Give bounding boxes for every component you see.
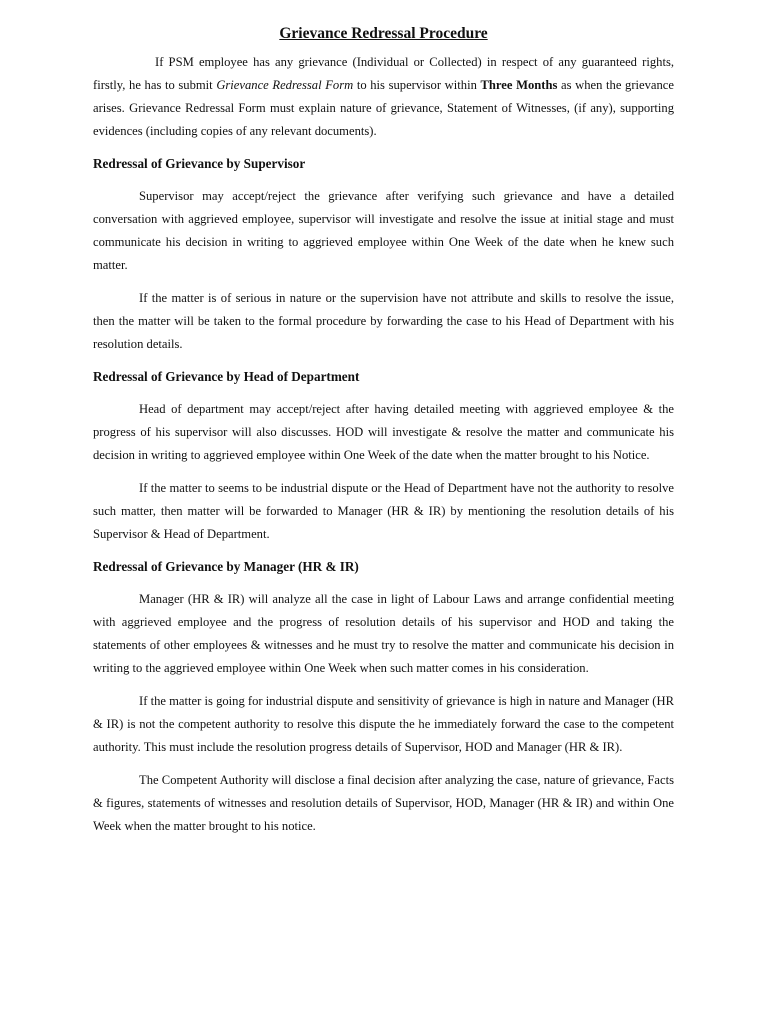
intro-text-1: If PSM employee has any grievance (Individual or Collected) in respect of any guaranteed rights, firstly, he has to submit <box>93 55 674 92</box>
document-title: Grievance Redressal Procedure <box>279 25 488 42</box>
section-paragraph: Supervisor may accept/reject the grievance after verifying such grievance and have a detailed conversation with aggrieved employee, supervisor will investigate and resolve the issue at initial stage and must communicate his decision in writing to aggrieved employee within One Week of the date when he knew such matter. <box>93 189 674 272</box>
intro-paragraph <box>93 51 674 143</box>
section-heading-hod: Redressal of Grievance by Head of Department <box>93 369 360 384</box>
section-paragraph: If the matter to seems to be industrial dispute or the Head of Department have not the authority to resolve such matter, then matter will be forwarded to Manager (HR & IR) by mentioning the resolution details of his Supervisor & Head of Department. <box>93 481 674 541</box>
section-paragraph: If the matter is going for industrial dispute and sensitivity of grievance is high in nature and Manager (HR & IR) is not the competent authority to resolve this dispute the he immediately forward the case to the competent authority. This must include the resolution progress details of Supervisor, HOD and Manager (HR & IR). <box>93 694 674 754</box>
section-paragraph: If the matter is of serious in nature or the supervision have not attribute and skills to resolve the issue, then the matter will be taken to the formal procedure by forwarding the case to his Head of Department with his resolution details. <box>93 291 674 351</box>
intro-text-2: to his supervisor within <box>353 78 481 92</box>
section-heading-supervisor: Redressal of Grievance by Supervisor <box>93 156 306 171</box>
section-paragraph: Manager (HR & IR) will analyze all the case in light of Labour Laws and arrange confidential meeting with aggrieved employee and the progress of resolution details of his supervisor and HOD and taking the statements of other employees & witnesses and he must try to resolve the matter and communicate his decision in writing to the aggrieved employee within One Week when such matter comes in his consideration. <box>93 592 674 675</box>
intro-text-3: as when the grievance arises. Grievance Redressal Form must explain nature of grievance, Statement of Witnesses, (if any), supporting evidences (including copies of any relevant documents). <box>93 78 674 138</box>
section-paragraph: The Competent Authority will disclose a final decision after analyzing the case, nature of grievance, Facts & figures, statements of witnesses and resolution details of Supervisor, HOD, Manager (HR & IR) and within One Week when the matter brought to his notice. <box>93 773 674 833</box>
section-heading-manager: Redressal of Grievance by Manager (HR & IR) <box>93 559 359 574</box>
document-page <box>93 24 674 848</box>
form-name: Grievance Redressal Form <box>216 78 354 92</box>
section-paragraph: Head of department may accept/reject after having detailed meeting with aggrieved employee & the progress of his supervisor will also discusses. HOD will investigate & resolve the matter and communicate his decision in writing to aggrieved employee within One Week of the date when the matter brought to his Notice. <box>93 402 674 462</box>
deadline: Three Months <box>480 78 558 92</box>
